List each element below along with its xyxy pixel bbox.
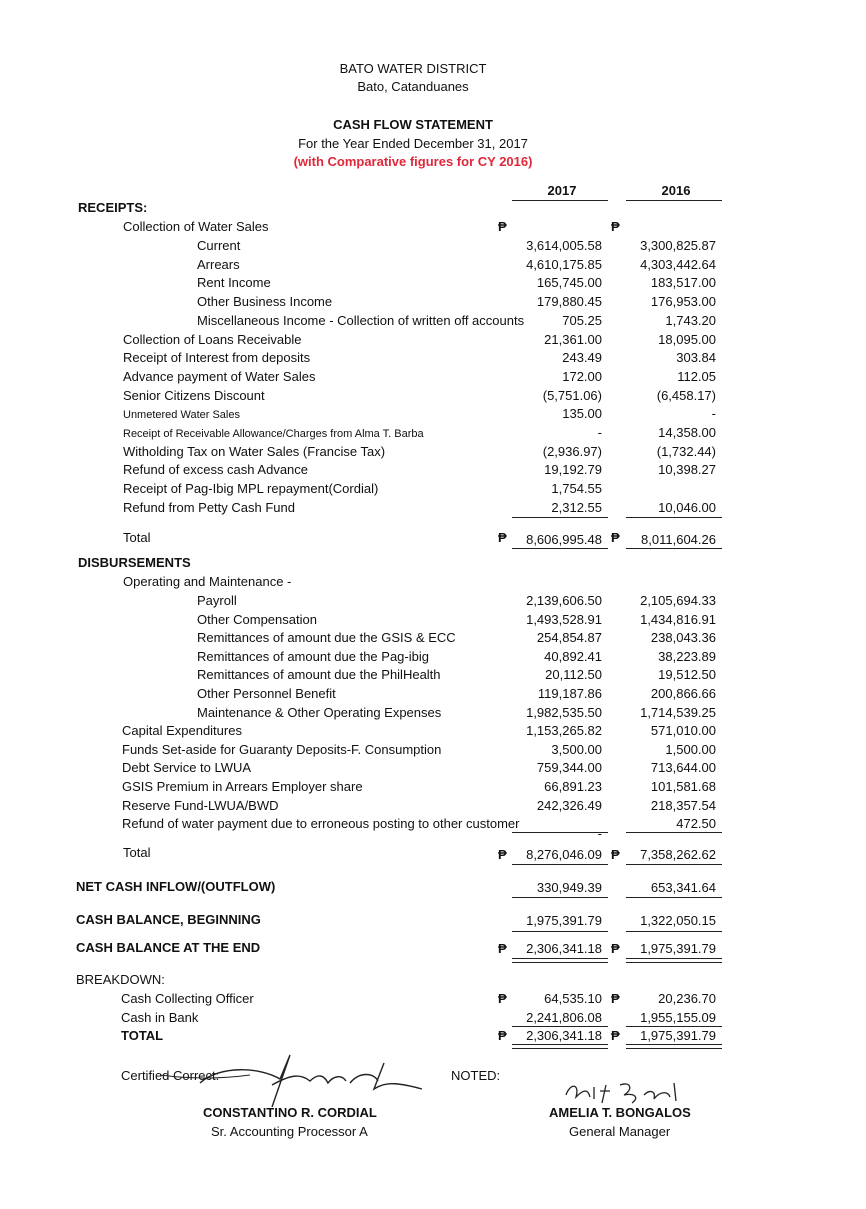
receipt-row-2017: 172.00 bbox=[562, 369, 602, 384]
column-2016: 2016 bbox=[661, 183, 691, 198]
receipt-row-2017: 165,745.00 bbox=[536, 275, 602, 290]
breakdown-row-2016: 1,955,155.09 bbox=[640, 1010, 716, 1025]
disbursement-row-label: Other Compensation bbox=[197, 612, 317, 627]
disbursements-total-label: Total bbox=[123, 845, 151, 860]
org-location: Bato, Catanduanes bbox=[357, 79, 469, 94]
comparative-note: (with Comparative figures for CY 2016) bbox=[293, 154, 533, 169]
receipt-row-2016: 4,303,442.64 bbox=[640, 257, 716, 272]
disbursement-row-2016: 38,223.89 bbox=[658, 649, 716, 664]
end-double-rule-2016 bbox=[626, 958, 722, 963]
breakdown-heading: BREAKDOWN: bbox=[76, 972, 165, 987]
disbursements-total-rule-2017 bbox=[512, 864, 608, 865]
peso-sign: ₱ bbox=[498, 941, 507, 956]
disbursement-row-label: Refund of water payment due to erroneous posting to other customer bbox=[122, 816, 520, 831]
receipt-row-2016: 10,046.00 bbox=[658, 500, 716, 515]
statement-period: For the Year Ended December 31, 2017 bbox=[298, 136, 528, 151]
breakdown-rule-2016 bbox=[626, 1026, 722, 1027]
column-rule-2017 bbox=[512, 200, 608, 201]
receipt-row-2016: (1,732.44) bbox=[656, 444, 716, 459]
net-rule-2016 bbox=[626, 897, 722, 898]
receipt-row-label: Current bbox=[197, 238, 241, 253]
cash-begin-label: CASH BALANCE, BEGINNING bbox=[76, 912, 261, 927]
disbursement-row-2016: 2,105,694.33 bbox=[640, 593, 716, 608]
column-rule-2016 bbox=[626, 200, 722, 201]
disbursement-row-2016: 101,581.68 bbox=[650, 779, 716, 794]
cash-end-label: CASH BALANCE AT THE END bbox=[76, 940, 261, 955]
disbursement-row-2016: 1,714,539.25 bbox=[640, 705, 716, 720]
receipt-row-2016: 10,398.27 bbox=[658, 462, 716, 477]
receipts-subtotal-rule-2017 bbox=[512, 517, 608, 518]
peso-sign: ₱ bbox=[498, 991, 507, 1006]
receipt-row-label: Rent Income bbox=[197, 275, 271, 290]
breakdown-row-2017: 2,241,806.08 bbox=[526, 1010, 602, 1025]
disbursement-row-2017: 119,187.86 bbox=[537, 686, 602, 701]
breakdown-total-2016: 1,975,391.79 bbox=[640, 1028, 716, 1043]
disbursement-row-label: Maintenance & Other Operating Expenses bbox=[197, 705, 442, 720]
certifier-title: Sr. Accounting Processor A bbox=[211, 1124, 368, 1139]
peso-sign: ₱ bbox=[611, 219, 620, 234]
disbursement-row-label: Reserve Fund-LWUA/BWD bbox=[122, 798, 279, 813]
receipt-row-2016: 1,743.20 bbox=[665, 313, 716, 328]
breakdown-row-2016: 20,236.70 bbox=[658, 991, 716, 1006]
disbursement-row-2017: 1,982,535.50 bbox=[526, 705, 602, 720]
disbursement-row-2017: 66,891.23 bbox=[544, 779, 602, 794]
disbursement-row-2017: 40,892.41 bbox=[544, 649, 602, 664]
disbursement-row-label: GSIS Premium in Arrears Employer share bbox=[122, 779, 363, 794]
disbursement-row-2016: 200,866.66 bbox=[650, 686, 716, 701]
breakdown-total-label: TOTAL bbox=[121, 1028, 164, 1043]
receipt-row-2016: (6,458.17) bbox=[656, 388, 716, 403]
breakdown-row-label: Cash in Bank bbox=[121, 1010, 199, 1025]
net-cash-label: NET CASH INFLOW/(OUTFLOW) bbox=[76, 879, 276, 894]
receipt-row-label: Receipt of Interest from deposits bbox=[123, 350, 311, 365]
disbursements-total-2016: 7,358,262.62 bbox=[640, 847, 716, 862]
peso-sign: ₱ bbox=[611, 847, 620, 862]
receipt-row-2017: 179,880.45 bbox=[536, 294, 602, 309]
receipt-row-2017: 21,361.00 bbox=[544, 332, 602, 347]
peso-sign: ₱ bbox=[498, 219, 507, 234]
disbursement-row-2016: 472.50 bbox=[676, 816, 716, 831]
certified-correct-label: Certified Correct: bbox=[121, 1068, 220, 1083]
net-cash-2016: 653,341.64 bbox=[650, 880, 716, 895]
receipt-row-2016: 18,095.00 bbox=[658, 332, 716, 347]
receipt-row-2016: 112.05 bbox=[677, 369, 716, 384]
disbursements-subtotal-rule-2016 bbox=[626, 832, 722, 833]
receipt-row-2017: (5,751.06) bbox=[542, 388, 602, 403]
disbursements-total-rule-2016 bbox=[626, 864, 722, 865]
collection-water-sales-label: Collection of Water Sales bbox=[123, 219, 269, 234]
disbursement-row-2017: 759,344.00 bbox=[536, 760, 602, 775]
receipts-total-rule-2016 bbox=[626, 548, 722, 549]
disbursement-row-2016: 571,010.00 bbox=[650, 723, 716, 738]
peso-sign: ₱ bbox=[498, 1028, 507, 1043]
disbursement-row-2017: 254,854.87 bbox=[536, 630, 602, 645]
receipt-row-label: Refund from Petty Cash Fund bbox=[123, 500, 295, 515]
breakdown-total-double-rule-2017 bbox=[512, 1044, 608, 1049]
receipt-row-label: Senior Citizens Discount bbox=[123, 388, 265, 403]
cash-end-2016: 1,975,391.79 bbox=[640, 941, 716, 956]
receipt-row-2016: 303.84 bbox=[676, 350, 716, 365]
breakdown-row-2017: 64,535.10 bbox=[544, 991, 602, 1006]
receipts-total-2017: 8,606,995.48 bbox=[526, 532, 602, 547]
peso-sign: ₱ bbox=[611, 991, 620, 1006]
receipt-row-label: Unmetered Water Sales bbox=[123, 409, 240, 421]
column-2017: 2017 bbox=[547, 183, 577, 198]
receipt-row-2017: 705.25 bbox=[562, 313, 602, 328]
begin-rule-2017 bbox=[512, 931, 608, 932]
receipts-heading: RECEIPTS: bbox=[78, 200, 148, 215]
receipts-total-2016: 8,011,604.26 bbox=[641, 532, 716, 547]
disbursements-total-2017: 8,276,046.09 bbox=[526, 847, 602, 862]
peso-sign: ₱ bbox=[611, 1028, 620, 1043]
receipt-row-2017: 4,610,175.85 bbox=[526, 257, 602, 272]
disbursement-row-2017: - bbox=[597, 826, 602, 841]
receipt-row-2017: (2,936.97) bbox=[542, 444, 602, 459]
receipts-total-rule-2017 bbox=[512, 548, 608, 549]
disbursement-row-2017: 2,139,606.50 bbox=[526, 593, 602, 608]
receipt-row-label: Witholding Tax on Water Sales (Francise Tax) bbox=[123, 444, 386, 459]
receipt-row-label: Collection of Loans Receivable bbox=[123, 332, 302, 347]
breakdown-rule-2017 bbox=[512, 1026, 608, 1027]
receipt-row-2016: - bbox=[711, 406, 716, 421]
disbursement-row-2017: 1,153,265.82 bbox=[526, 723, 602, 738]
disbursement-row-2017: 20,112.50 bbox=[545, 667, 602, 682]
receipt-row-2017: 2,312.55 bbox=[551, 500, 602, 515]
receipt-row-2017: 243.49 bbox=[562, 350, 602, 365]
disbursement-row-label: Payroll bbox=[197, 593, 237, 608]
disbursement-row-2017: 3,500.00 bbox=[551, 742, 602, 757]
peso-sign: ₱ bbox=[498, 530, 507, 545]
disbursement-row-label: Remittances of amount due the GSIS & ECC bbox=[197, 630, 456, 645]
disbursement-row-2017: 1,493,528.91 bbox=[526, 612, 602, 627]
disbursement-row-label: Remittances of amount due the PhilHealth bbox=[197, 667, 441, 682]
receipt-row-label: Advance payment of Water Sales bbox=[123, 369, 316, 384]
receipt-row-2016: 183,517.00 bbox=[650, 275, 716, 290]
receipt-row-label: Other Business Income bbox=[197, 294, 333, 309]
receipt-row-label: Receipt of Receivable Allowance/Charges from Alma T. Barba bbox=[123, 428, 424, 440]
disbursements-subtotal-rule-2017 bbox=[512, 832, 608, 833]
receipt-row-2017: - bbox=[597, 425, 602, 440]
receipt-row-2016: 3,300,825.87 bbox=[640, 238, 716, 253]
disbursement-row-2016: 713,644.00 bbox=[650, 760, 716, 775]
receipt-row-2016: 14,358.00 bbox=[658, 425, 716, 440]
receipt-row-2017: 19,192.79 bbox=[544, 462, 602, 477]
noter-name: AMELIA T. BONGALOS bbox=[549, 1105, 691, 1120]
disbursement-row-2016: 238,043.36 bbox=[650, 630, 716, 645]
certifier-name: CONSTANTINO R. CORDIAL bbox=[203, 1105, 377, 1120]
breakdown-row-label: Cash Collecting Officer bbox=[121, 991, 254, 1006]
org-name: BATO WATER DISTRICT bbox=[339, 61, 487, 76]
disbursement-row-label: Capital Expenditures bbox=[122, 723, 242, 738]
noter-title: General Manager bbox=[569, 1124, 671, 1139]
disbursement-row-2016: 1,434,816.91 bbox=[640, 612, 716, 627]
receipts-total-label: Total bbox=[123, 530, 151, 545]
peso-sign: ₱ bbox=[498, 847, 507, 862]
cash-begin-2016: 1,322,050.15 bbox=[640, 913, 716, 928]
receipt-row-2017: 1,754.55 bbox=[551, 481, 602, 496]
disbursement-row-2016: 1,500.00 bbox=[665, 742, 716, 757]
begin-rule-2016 bbox=[626, 931, 722, 932]
receipt-row-label: Arrears bbox=[197, 257, 240, 272]
disbursement-row-label: Funds Set-aside for Guaranty Deposits-F. Consumption bbox=[122, 742, 442, 757]
receipt-row-2017: 135.00 bbox=[562, 406, 602, 421]
peso-sign: ₱ bbox=[611, 530, 620, 545]
peso-sign: ₱ bbox=[611, 941, 620, 956]
cash-begin-2017: 1,975,391.79 bbox=[526, 913, 602, 928]
end-double-rule-2017 bbox=[512, 958, 608, 963]
statement-title: CASH FLOW STATEMENT bbox=[333, 117, 493, 132]
disbursements-heading: DISBURSEMENTS bbox=[78, 555, 191, 570]
operating-maintenance-label: Operating and Maintenance - bbox=[123, 574, 292, 589]
receipt-row-label: Refund of excess cash Advance bbox=[123, 462, 309, 477]
disbursement-row-label: Remittances of amount due the Pag-ibig bbox=[197, 649, 429, 664]
noted-label: NOTED: bbox=[451, 1068, 501, 1083]
cash-end-2017: 2,306,341.18 bbox=[526, 941, 602, 956]
receipts-subtotal-rule-2016 bbox=[626, 517, 722, 518]
disbursement-row-2017: 242,326.49 bbox=[536, 798, 602, 813]
receipt-row-2017: 3,614,005.58 bbox=[526, 238, 602, 253]
disbursement-row-2016: 218,357.54 bbox=[650, 798, 716, 813]
breakdown-total-double-rule-2016 bbox=[626, 1044, 722, 1049]
receipt-row-2016: 176,953.00 bbox=[650, 294, 716, 309]
net-rule-2017 bbox=[512, 897, 608, 898]
net-cash-2017: 330,949.39 bbox=[536, 880, 602, 895]
receipt-row-label: Miscellaneous Income - Collection of written off accounts bbox=[197, 313, 525, 328]
disbursement-row-label: Debt Service to LWUA bbox=[122, 760, 252, 775]
breakdown-total-2017: 2,306,341.18 bbox=[526, 1028, 602, 1043]
disbursement-row-label: Other Personnel Benefit bbox=[197, 686, 336, 701]
receipt-row-label: Receipt of Pag-Ibig MPL repayment(Cordial) bbox=[123, 481, 379, 496]
disbursement-row-2016: 19,512.50 bbox=[658, 667, 716, 682]
